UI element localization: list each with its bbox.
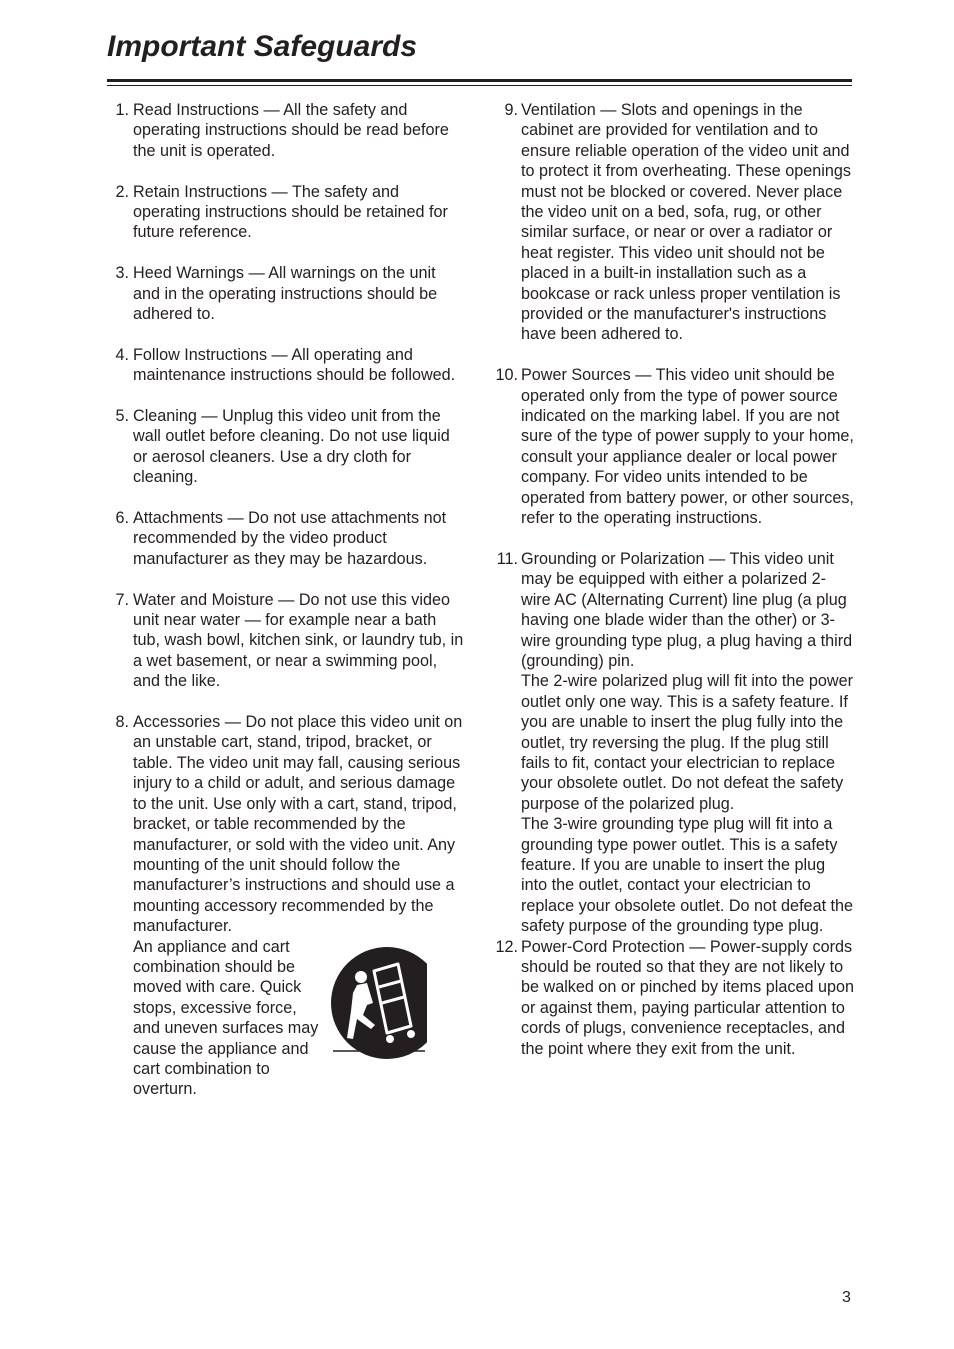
item-number: 10. [495,366,518,385]
item-text: Heed Warnings — All warnings on the unit and in the operating instructions should be adhered to. [133,264,438,324]
item-number: 11. [496,549,518,568]
item-number: 5. [115,407,129,426]
item-text: Power Sources — This video unit should be operated only from the type of power source indicated on the marking label. If you are not sure of the type of power supply to your home, consult your appliance dealer or local power company. For video units intended to be operated from battery power, or other sources, refer to the operating instructions. [521,366,854,528]
item-number: 8. [115,713,129,732]
cart-warning-block [133,937,467,1100]
item-text: Water and Moisture — Do not use this video unit near water — for example near a bath tub, wash bowl, kitchen sink, or laundry tub, in a wet basement, or near a swimming pool, and the like. [133,590,464,691]
safeguard-item-5 [107,406,467,488]
safeguard-item-1 [107,100,467,161]
safeguard-item-3 [107,263,467,324]
cart-warning-text: An appliance and cart combination should be moved with care. Quick stops, excessive force, and uneven surfaces may cause the appliance and cart combination to overturn. [133,937,319,1099]
page-number: 3 [842,1289,851,1306]
item-number: 6. [115,509,129,528]
safeguard-item-4 [107,345,467,386]
left-column [107,100,467,1100]
item-text: Follow Instructions — All operating and maintenance instructions should be followed. [133,345,456,385]
item-number: 7. [115,590,129,609]
item-text-3: The 3-wire grounding type plug will fit into a grounding type power outlet. This is a safety feature. If you are unable to insert the plug into the outlet, contact your electrician to replace your obsolete outlet. Do not defeat the safety purpose of the grounding type plug. [521,815,854,936]
item-text-2: The 2-wire polarized plug will fit into the power outlet only one way. This is a safety feature. If you are unable to insert the plug fully into the outlet, try reversing the plug. If the plug still fails to fit, contact your electrician to replace your obsolete outlet. Do not defeat the safety purpose of the polarized plug. [521,672,854,813]
safeguard-item-11 [492,549,854,937]
item-number: 3. [115,264,129,283]
item-text: Grounding or Polarization — This video unit may be equipped with either a polarized 2-wire AC (Alternating Current) line plug (a plug having one blade wider than the other) or 3-wire grounding type plug, a plug having a third (grounding) pin. [521,549,853,670]
item-text: Power-Cord Protection — Power-supply cords should be routed so that they are not likely to be walked on or pinched by items placed upon or against them, paying particular attention to cords of plugs, convenience receptacles, and the point where they exit from the unit. [521,937,854,1058]
item-number: 12. [495,937,518,956]
item-number: 2. [115,182,129,201]
item-text: Ventilation — Slots and openings in the cabinet are provided for ventilation and to ensure reliable operation of the video unit and to protect it from overheating. These openings must not be blocked or covered. Never place the video unit on a bed, sofa, rug, or other similar surface, or near or over a radiator or heat register. This video unit should not be placed in a built-in installation such as a bookcase or rack unless proper ventilation is provided or the manufacturer's instructions have been adhered to. [521,101,851,344]
safeguard-item-7 [107,590,467,692]
title-rule-thin [107,85,852,86]
page-title: Important Safeguards [107,30,418,63]
item-text: Retain Instructions — The safety and operating instructions should be retained for future reference. [133,182,448,242]
item-number: 9. [504,101,518,119]
safeguard-item-12 [492,937,854,1059]
safeguard-item-9 [492,100,854,345]
item-text: Read Instructions — All the safety and operating instructions should be read before the unit is operated. [133,101,449,160]
safeguard-item-10 [492,365,854,528]
item-text: Attachments — Do not use attachments not recommended by the video product manufacturer as they may be hazardous. [133,509,447,568]
cart-tip-over-warning-icon [331,943,427,1059]
safeguard-item-6 [107,508,467,569]
title-rule-thick [107,79,852,82]
item-text: Cleaning — Unplug this video unit from the wall outlet before cleaning. Do not use liquid or aerosol cleaners. Use a dry cloth for cleaning. [133,407,450,487]
right-column [492,100,854,1079]
safeguard-item-8 [107,712,467,1100]
safeguard-item-2 [107,182,467,243]
item-number: 4. [115,345,129,364]
item-number: 1. [115,101,129,119]
item-text: Accessories — Do not place this video unit on an unstable cart, stand, tripod, bracket, or table. The video unit may fall, causing serious injury to a child or adult, and serious damage to the unit. Use only with a cart, stand, tripod, bracket, or table recommended by the manufacturer, or sold with the video unit. Any mounting of the unit should follow the manufacturer’s instructions and should use a mounting accessory recommended by the manufacturer. [133,713,463,936]
